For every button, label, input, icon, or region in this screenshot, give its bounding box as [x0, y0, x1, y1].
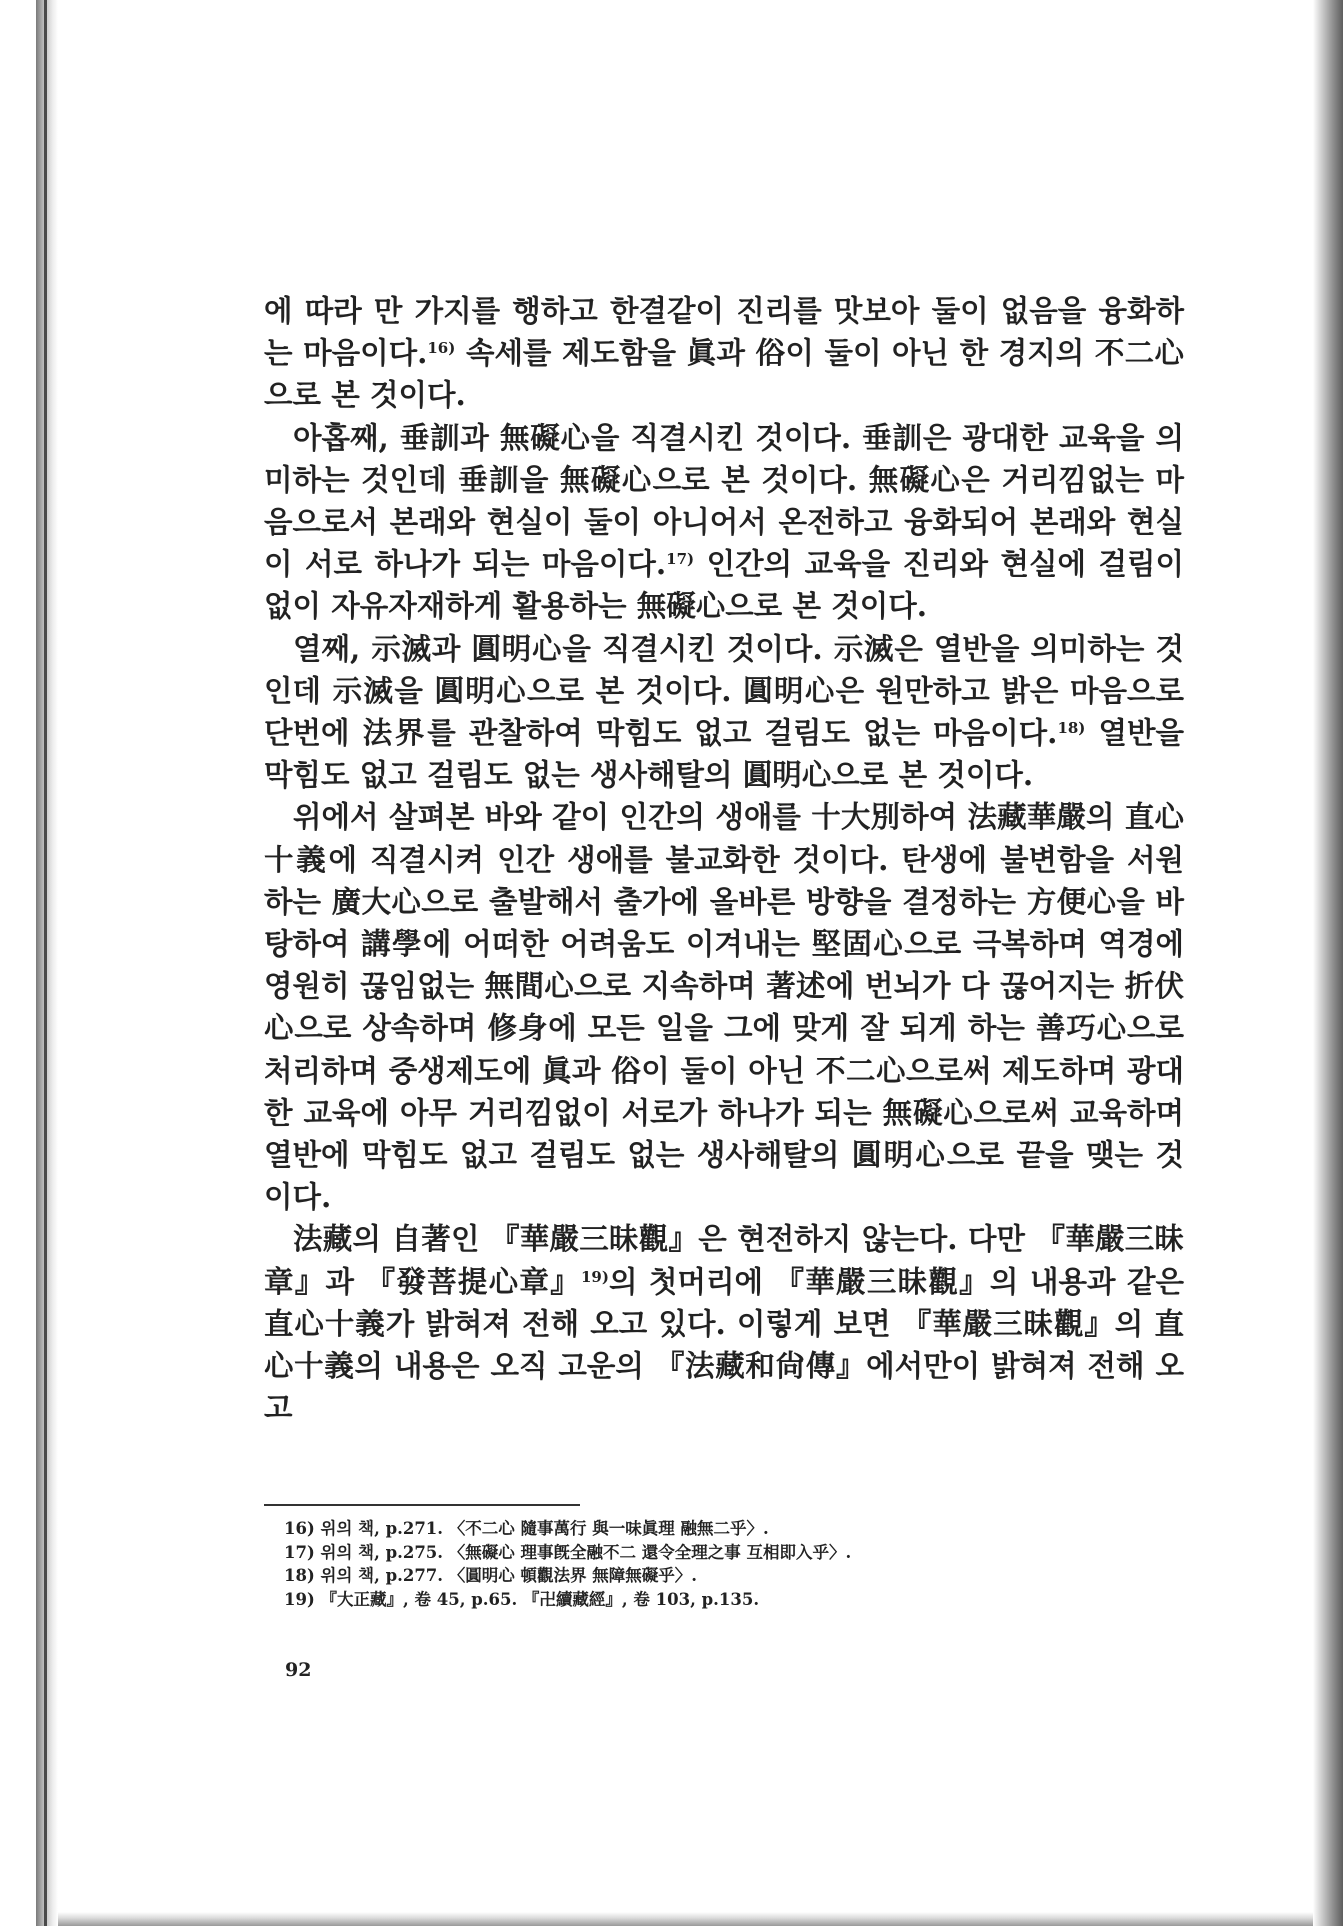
- footnote-17: 17) 위의 책, p.275. 〈無礙心 理事旣全融不二 還令全理之事 互相即入乎〉.: [284, 1542, 852, 1562]
- paragraph-4: [264, 796, 1184, 1218]
- paragraph-2-text: 아홉째, 垂訓과 無礙心을 직결시킨 것이다. 垂訓은 광대한 교육을 의미하는 것인데 垂訓을 無礙心으로 본 것이다. 無礙心은 거리낌없는 마음으로서 본래와 현실이 둘이 아니어서 온전하고 융화되어 본래와 현실이 서로 하나가 되는 마음이다.: [264, 419, 1184, 582]
- page-bottom-shadow: [58, 1912, 1313, 1926]
- footnote-19: 19) 『大正藏』, 卷 45, p.65. 『卍續藏經』, 卷 103, p.135.: [284, 1589, 760, 1609]
- paragraph-5-tail: 의 첫머리에 『華嚴三昧觀』의 내용과 같은 直心十義가 밝혀져 전해 오고 있다. 이렇게 보면 『華嚴三昧觀』의 直心十義의 내용은 오직 고운의 『法藏和尙傳』에서만이 밝혀져 전해 오고: [264, 1263, 1184, 1426]
- paragraph-3-text: 열째, 示滅과 圓明心을 직결시킨 것이다. 示滅은 열반을 의미하는 것인데 示滅을 圓明心으로 본 것이다. 圓明心은 원만하고 밝은 마음으로 단번에 法界를 관찰하여 막힘도 없고 걸림도 없는 마음이다.: [264, 630, 1184, 751]
- paragraph-2: [264, 417, 1184, 628]
- footnote-16: 16) 위의 책, p.271. 〈不二心 隨事萬行 與一味眞理 融無二乎〉.: [284, 1519, 769, 1538]
- footnote-18: 18) 위의 책, p.277. 〈圓明心 頓觀法界 無障無礙乎〉.: [284, 1566, 698, 1585]
- footnote-ref-18: 18): [1057, 719, 1086, 738]
- paragraph-2-tail: 인간의 교육을 진리와 현실에 걸림이 없이 자유자재하게 활용하는 無礙心으로 본 것이다.: [264, 546, 1184, 624]
- page-binding-shadow: [36, 0, 58, 1926]
- paragraph-1: [264, 290, 1184, 417]
- footnote-ref-17: 17): [666, 550, 695, 569]
- paragraph-5-text: 法藏의 自著인 『華嚴三昧觀』은 현전하지 않는다. 다만 『華嚴三昧章』과 『發菩提心章』: [264, 1221, 1184, 1299]
- paragraph-1-text: 에 따라 만 가지를 행하고 한결같이 진리를 맛보아 둘이 없음을 융화하는 마음이다.: [264, 293, 1184, 371]
- paragraph-4-text: 위에서 살펴본 바와 같이 인간의 생애를 十大別하여 法藏華嚴의 直心十義에 직결시켜 인간 생애를 불교화한 것이다. 탄생에 불변함을 서원하는 廣大心으로 출발해서 출가에 올바른 방향을 결정하는 方便心을 바탕하여 講學에 어떠한 어려움도 이겨내는 堅固心으로 극복하며 역경에 영원히 끊임없는 無間心으로 지속하며 著述에 번뇌가 다 끊어지는 折伏心으로 상속하며 修身에 모든 일을 그에 맞게 잘 되게 하는 善巧心으로 처리하며 중생제도에 眞과 俗이 둘이 아닌 不二心으로써 제도하며 광대한 교육에 아무 거리낌없이 서로가 하나가 되는 無礙心으로써 교육하며 열반에 막힘도 없고 걸림도 없는 생사해탈의 圓明心으로 끝을 맺는 것이다.: [264, 799, 1184, 1215]
- footnote-ref-19: 19): [580, 1267, 609, 1286]
- page-number: 92: [285, 1659, 312, 1681]
- paragraph-3-tail: 열반을 막힘도 없고 걸림도 없는 생사해탈의 圓明心으로 본 것이다.: [264, 715, 1184, 793]
- paragraph-5: [264, 1218, 1184, 1429]
- body-text: [264, 290, 1184, 1429]
- page-binding-edge: [44, 0, 47, 1926]
- paragraph-3: [264, 628, 1184, 797]
- footnote-separator: [264, 1504, 580, 1506]
- paragraph-1-tail: 속세를 제도함을 眞과 俗이 둘이 아닌 한 경지의 不二心으로 본 것이다.: [264, 335, 1184, 413]
- footnote-ref-16: 16): [427, 339, 456, 358]
- page-right-shadow: [1313, 0, 1343, 1926]
- footnotes: [284, 1517, 1164, 1611]
